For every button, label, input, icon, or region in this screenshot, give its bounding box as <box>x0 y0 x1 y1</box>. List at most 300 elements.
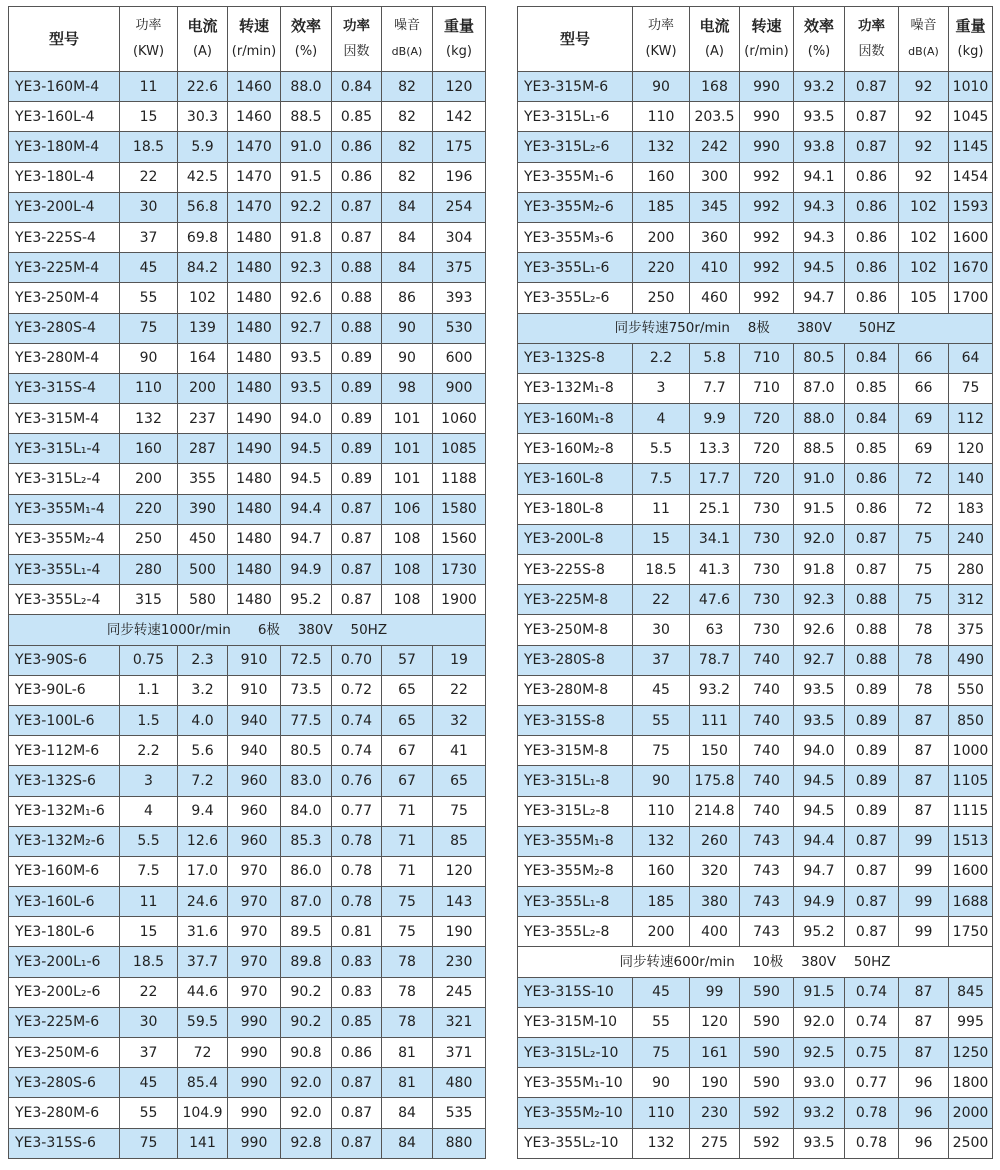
cell-efficiency: 93.2 <box>794 1098 845 1128</box>
cell-power-factor: 0.77 <box>845 1068 899 1098</box>
cell-power-factor: 0.85 <box>845 373 899 403</box>
cell-weight: 245 <box>433 977 486 1007</box>
cell-power: 110 <box>633 1098 690 1128</box>
cell-model: YE3-160M-4 <box>9 72 120 102</box>
cell-efficiency: 93.5 <box>794 705 845 735</box>
cell-speed: 992 <box>740 283 794 313</box>
cell-efficiency: 84.0 <box>281 796 332 826</box>
cell-current: 9.4 <box>178 796 228 826</box>
cell-noise: 108 <box>382 555 433 585</box>
cell-efficiency: 92.6 <box>794 615 845 645</box>
cell-power-factor: 0.84 <box>332 72 382 102</box>
cell-model: YE3-280S-6 <box>9 1068 120 1098</box>
cell-efficiency: 94.7 <box>794 283 845 313</box>
table-row <box>518 464 993 494</box>
cell-efficiency: 89.8 <box>281 947 332 977</box>
cell-current: 214.8 <box>690 796 740 826</box>
table-row <box>518 132 993 162</box>
cell-efficiency: 94.9 <box>281 555 332 585</box>
cell-noise: 86 <box>382 283 433 313</box>
cell-noise: 106 <box>382 494 433 524</box>
table-row <box>518 192 993 222</box>
table-row <box>9 313 486 343</box>
cell-noise: 99 <box>899 887 949 917</box>
cell-weight: 240 <box>949 524 993 554</box>
cell-noise: 75 <box>899 524 949 554</box>
cell-noise: 92 <box>899 162 949 192</box>
cell-power-factor: 0.89 <box>332 464 382 494</box>
cell-speed: 743 <box>740 887 794 917</box>
cell-weight: 375 <box>949 615 993 645</box>
cell-power-factor: 0.78 <box>845 1098 899 1128</box>
cell-power-factor: 0.87 <box>332 585 382 615</box>
cell-weight: 880 <box>433 1128 486 1158</box>
table-row <box>518 856 993 886</box>
cell-power-factor: 0.75 <box>845 1038 899 1068</box>
cell-model: YE3-180M-4 <box>9 132 120 162</box>
cell-speed: 970 <box>228 887 281 917</box>
cell-weight: 120 <box>949 434 993 464</box>
right-spec-table-panel <box>517 6 993 1159</box>
cell-power: 45 <box>120 253 178 283</box>
cell-weight: 535 <box>433 1098 486 1128</box>
cell-power-factor: 0.87 <box>332 222 382 252</box>
cell-speed: 743 <box>740 826 794 856</box>
cell-current: 56.8 <box>178 192 228 222</box>
table-row <box>9 887 486 917</box>
cell-efficiency: 94.0 <box>794 736 845 766</box>
cell-speed: 720 <box>740 404 794 434</box>
cell-current: 320 <box>690 856 740 886</box>
cell-power-factor: 0.89 <box>845 675 899 705</box>
cell-power: 90 <box>120 343 178 373</box>
cell-current: 355 <box>178 464 228 494</box>
cell-power: 185 <box>633 887 690 917</box>
cell-efficiency: 94.5 <box>794 796 845 826</box>
cell-speed: 970 <box>228 856 281 886</box>
cell-efficiency: 94.3 <box>794 222 845 252</box>
cell-speed: 740 <box>740 766 794 796</box>
cell-weight: 112 <box>949 404 993 434</box>
header-power-factor: 功率 因数 <box>332 7 382 72</box>
table-row <box>518 434 993 464</box>
cell-current: 190 <box>690 1068 740 1098</box>
cell-weight: 2500 <box>949 1128 993 1158</box>
cell-efficiency: 94.3 <box>794 192 845 222</box>
cell-current: 7.7 <box>690 373 740 403</box>
cell-power: 18.5 <box>633 555 690 585</box>
table-row <box>518 705 993 735</box>
table-row <box>9 1007 486 1037</box>
cell-noise: 84 <box>382 192 433 222</box>
cell-power: 30 <box>633 615 690 645</box>
table-row <box>9 585 486 615</box>
cell-power-factor: 0.87 <box>845 524 899 554</box>
cell-model: YE3-160L-8 <box>518 464 633 494</box>
cell-efficiency: 91.0 <box>794 464 845 494</box>
cell-power: 30 <box>120 192 178 222</box>
cell-current: 580 <box>178 585 228 615</box>
cell-current: 287 <box>178 434 228 464</box>
cell-power: 90 <box>633 1068 690 1098</box>
cell-power: 315 <box>120 585 178 615</box>
cell-speed: 730 <box>740 524 794 554</box>
cell-model: YE3-315S-6 <box>9 1128 120 1158</box>
cell-noise: 96 <box>899 1068 949 1098</box>
left-spec-table <box>8 6 486 1159</box>
table-row <box>9 675 486 705</box>
cell-noise: 90 <box>382 313 433 343</box>
cell-weight: 1730 <box>433 555 486 585</box>
cell-power: 22 <box>120 977 178 1007</box>
cell-efficiency: 90.8 <box>281 1038 332 1068</box>
cell-efficiency: 94.5 <box>281 434 332 464</box>
cell-current: 141 <box>178 1128 228 1158</box>
cell-model: YE3-355M₁-8 <box>518 826 633 856</box>
cell-power: 3 <box>633 373 690 403</box>
cell-power-factor: 0.81 <box>332 917 382 947</box>
header-efficiency: 效率 (%) <box>794 7 845 72</box>
cell-noise: 78 <box>382 977 433 1007</box>
cell-noise: 108 <box>382 585 433 615</box>
cell-speed: 1460 <box>228 72 281 102</box>
cell-model: YE3-200L-8 <box>518 524 633 554</box>
cell-noise: 75 <box>899 585 949 615</box>
table-row <box>518 645 993 675</box>
cell-current: 25.1 <box>690 494 740 524</box>
cell-current: 24.6 <box>178 887 228 917</box>
cell-weight: 550 <box>949 675 993 705</box>
cell-weight: 85 <box>433 826 486 856</box>
cell-weight: 1115 <box>949 796 993 826</box>
table-row <box>518 1068 993 1098</box>
cell-efficiency: 92.7 <box>794 645 845 675</box>
cell-current: 242 <box>690 132 740 162</box>
cell-model: YE3-280S-4 <box>9 313 120 343</box>
cell-power-factor: 0.74 <box>332 705 382 735</box>
cell-efficiency: 95.2 <box>794 917 845 947</box>
cell-power: 1.5 <box>120 705 178 735</box>
cell-power: 55 <box>633 705 690 735</box>
table-row <box>518 524 993 554</box>
cell-efficiency: 94.5 <box>794 253 845 283</box>
cell-efficiency: 93.5 <box>281 373 332 403</box>
table-row <box>9 1098 486 1128</box>
table-row <box>9 736 486 766</box>
cell-power-factor: 0.88 <box>845 615 899 645</box>
cell-power-factor: 0.86 <box>845 494 899 524</box>
table-row <box>9 404 486 434</box>
cell-power-factor: 0.84 <box>845 343 899 373</box>
cell-weight: 75 <box>433 796 486 826</box>
cell-power: 220 <box>120 494 178 524</box>
cell-speed: 1480 <box>228 585 281 615</box>
cell-model: YE3-355M₁-6 <box>518 162 633 192</box>
cell-weight: 32 <box>433 705 486 735</box>
cell-weight: 1105 <box>949 766 993 796</box>
cell-power: 22 <box>633 585 690 615</box>
cell-efficiency: 88.0 <box>794 404 845 434</box>
cell-noise: 87 <box>899 1038 949 1068</box>
cell-power: 2.2 <box>120 736 178 766</box>
cell-model: YE3-355M₂-8 <box>518 856 633 886</box>
cell-current: 400 <box>690 917 740 947</box>
cell-power: 250 <box>120 524 178 554</box>
cell-power-factor: 0.89 <box>332 404 382 434</box>
cell-current: 12.6 <box>178 826 228 856</box>
cell-current: 450 <box>178 524 228 554</box>
cell-speed: 1470 <box>228 132 281 162</box>
cell-noise: 87 <box>899 766 949 796</box>
header-noise: 噪音 dB(A) <box>899 7 949 72</box>
cell-model: YE3-315L₁-8 <box>518 766 633 796</box>
cell-weight: 375 <box>433 253 486 283</box>
cell-model: YE3-315M-8 <box>518 736 633 766</box>
cell-efficiency: 92.7 <box>281 313 332 343</box>
cell-model: YE3-355M₂-6 <box>518 192 633 222</box>
cell-speed: 590 <box>740 977 794 1007</box>
table-row <box>9 283 486 313</box>
cell-power: 160 <box>120 434 178 464</box>
table-row <box>9 162 486 192</box>
cell-power-factor: 0.76 <box>332 766 382 796</box>
cell-efficiency: 94.9 <box>794 887 845 917</box>
cell-current: 5.8 <box>690 343 740 373</box>
cell-model: YE3-315L₁-4 <box>9 434 120 464</box>
cell-model: YE3-225M-4 <box>9 253 120 283</box>
cell-weight: 850 <box>949 705 993 735</box>
cell-weight: 143 <box>433 887 486 917</box>
cell-efficiency: 93.5 <box>794 1128 845 1158</box>
cell-speed: 1480 <box>228 555 281 585</box>
table-row <box>9 253 486 283</box>
cell-power: 75 <box>120 1128 178 1158</box>
table-row <box>518 615 993 645</box>
cell-weight: 280 <box>949 555 993 585</box>
cell-current: 139 <box>178 313 228 343</box>
cell-power: 18.5 <box>120 947 178 977</box>
cell-power: 250 <box>633 283 690 313</box>
cell-speed: 970 <box>228 947 281 977</box>
cell-weight: 19 <box>433 645 486 675</box>
cell-model: YE3-355M₂-4 <box>9 524 120 554</box>
cell-power: 3 <box>120 766 178 796</box>
cell-efficiency: 93.0 <box>794 1068 845 1098</box>
cell-noise: 98 <box>382 373 433 403</box>
header-weight: 重量 (kg) <box>949 7 993 72</box>
cell-weight: 1670 <box>949 253 993 283</box>
cell-speed: 592 <box>740 1098 794 1128</box>
cell-efficiency: 80.5 <box>794 343 845 373</box>
cell-current: 17.0 <box>178 856 228 886</box>
cell-speed: 992 <box>740 162 794 192</box>
cell-weight: 600 <box>433 343 486 373</box>
cell-efficiency: 77.5 <box>281 705 332 735</box>
cell-power-factor: 0.83 <box>332 977 382 1007</box>
cell-noise: 102 <box>899 192 949 222</box>
cell-power-factor: 0.78 <box>845 1128 899 1158</box>
cell-speed: 960 <box>228 796 281 826</box>
cell-power-factor: 0.74 <box>845 977 899 1007</box>
cell-model: YE3-180L-8 <box>518 494 633 524</box>
cell-weight: 1600 <box>949 222 993 252</box>
cell-speed: 740 <box>740 796 794 826</box>
cell-power: 90 <box>633 72 690 102</box>
cell-power-factor: 0.87 <box>332 494 382 524</box>
cell-speed: 590 <box>740 1007 794 1037</box>
cell-model: YE3-280M-6 <box>9 1098 120 1128</box>
cell-current: 69.8 <box>178 222 228 252</box>
cell-current: 380 <box>690 887 740 917</box>
cell-power-factor: 0.86 <box>332 162 382 192</box>
cell-weight: 312 <box>949 585 993 615</box>
cell-weight: 1900 <box>433 585 486 615</box>
cell-noise: 84 <box>382 1128 433 1158</box>
table-row <box>9 917 486 947</box>
cell-weight: 1250 <box>949 1038 993 1068</box>
cell-speed: 1490 <box>228 404 281 434</box>
cell-model: YE3-90S-6 <box>9 645 120 675</box>
right-spec-table <box>517 6 993 1159</box>
cell-efficiency: 92.3 <box>794 585 845 615</box>
cell-power-factor: 0.87 <box>332 192 382 222</box>
cell-power: 2.2 <box>633 343 690 373</box>
cell-current: 260 <box>690 826 740 856</box>
cell-efficiency: 90.2 <box>281 977 332 1007</box>
cell-speed: 590 <box>740 1038 794 1068</box>
cell-current: 93.2 <box>690 675 740 705</box>
cell-efficiency: 92.2 <box>281 192 332 222</box>
cell-speed: 910 <box>228 645 281 675</box>
cell-model: YE3-112M-6 <box>9 736 120 766</box>
table-row <box>518 373 993 403</box>
cell-speed: 590 <box>740 1068 794 1098</box>
cell-power-factor: 0.87 <box>332 524 382 554</box>
cell-power: 11 <box>633 494 690 524</box>
cell-model: YE3-250M-6 <box>9 1038 120 1068</box>
cell-efficiency: 91.5 <box>794 977 845 1007</box>
cell-speed: 730 <box>740 585 794 615</box>
cell-power-factor: 0.87 <box>845 917 899 947</box>
table-row <box>518 796 993 826</box>
cell-weight: 1688 <box>949 887 993 917</box>
cell-power: 110 <box>633 102 690 132</box>
header-model: 型号 <box>518 7 633 72</box>
cell-weight: 371 <box>433 1038 486 1068</box>
table-row <box>9 947 486 977</box>
table-row <box>9 705 486 735</box>
cell-model: YE3-355L₁-4 <box>9 555 120 585</box>
table-row <box>9 434 486 464</box>
cell-noise: 102 <box>899 222 949 252</box>
cell-speed: 1480 <box>228 524 281 554</box>
cell-weight: 393 <box>433 283 486 313</box>
cell-noise: 69 <box>899 434 949 464</box>
cell-current: 78.7 <box>690 645 740 675</box>
cell-current: 85.4 <box>178 1068 228 1098</box>
cell-power: 45 <box>120 1068 178 1098</box>
cell-current: 275 <box>690 1128 740 1158</box>
cell-speed: 1480 <box>228 313 281 343</box>
cell-power: 55 <box>120 1098 178 1128</box>
cell-power: 4 <box>120 796 178 826</box>
cell-power-factor: 0.85 <box>332 1007 382 1037</box>
cell-current: 17.7 <box>690 464 740 494</box>
cell-noise: 99 <box>899 826 949 856</box>
cell-noise: 69 <box>899 404 949 434</box>
cell-speed: 1480 <box>228 373 281 403</box>
table-row <box>9 192 486 222</box>
cell-model: YE3-315L₁-6 <box>518 102 633 132</box>
cell-power-factor: 0.88 <box>332 253 382 283</box>
cell-noise: 81 <box>382 1038 433 1068</box>
cell-noise: 82 <box>382 102 433 132</box>
cell-speed: 710 <box>740 373 794 403</box>
cell-model: YE3-132M₂-6 <box>9 826 120 856</box>
table-row <box>9 464 486 494</box>
cell-efficiency: 95.2 <box>281 585 332 615</box>
cell-noise: 101 <box>382 464 433 494</box>
cell-speed: 990 <box>228 1038 281 1068</box>
cell-weight: 1750 <box>949 917 993 947</box>
cell-weight: 2000 <box>949 1098 993 1128</box>
cell-speed: 730 <box>740 494 794 524</box>
cell-efficiency: 94.7 <box>794 856 845 886</box>
cell-model: YE3-355L₂-6 <box>518 283 633 313</box>
cell-model: YE3-355L₁-6 <box>518 253 633 283</box>
table-row <box>518 102 993 132</box>
cell-efficiency: 88.5 <box>794 434 845 464</box>
cell-power-factor: 0.87 <box>845 72 899 102</box>
cell-current: 175.8 <box>690 766 740 796</box>
cell-efficiency: 91.8 <box>794 555 845 585</box>
cell-speed: 1470 <box>228 162 281 192</box>
cell-speed: 743 <box>740 917 794 947</box>
table-row <box>518 736 993 766</box>
cell-model: YE3-160M-6 <box>9 856 120 886</box>
cell-power: 160 <box>633 856 690 886</box>
cell-power-factor: 0.87 <box>845 132 899 162</box>
cell-current: 9.9 <box>690 404 740 434</box>
cell-current: 111 <box>690 705 740 735</box>
table-row <box>518 585 993 615</box>
cell-speed: 1480 <box>228 494 281 524</box>
cell-power-factor: 0.88 <box>332 283 382 313</box>
cell-efficiency: 92.0 <box>281 1068 332 1098</box>
cell-efficiency: 90.2 <box>281 1007 332 1037</box>
section-header-row <box>9 615 486 645</box>
cell-power: 110 <box>633 796 690 826</box>
cell-weight: 530 <box>433 313 486 343</box>
cell-weight: 321 <box>433 1007 486 1037</box>
cell-power: 132 <box>633 1128 690 1158</box>
cell-power-factor: 0.86 <box>845 253 899 283</box>
cell-power: 15 <box>120 102 178 132</box>
table-row <box>518 826 993 856</box>
cell-current: 460 <box>690 283 740 313</box>
cell-weight: 230 <box>433 947 486 977</box>
cell-current: 410 <box>690 253 740 283</box>
cell-model: YE3-225S-8 <box>518 555 633 585</box>
cell-power-factor: 0.86 <box>845 162 899 192</box>
cell-power-factor: 0.88 <box>845 585 899 615</box>
table-row <box>9 222 486 252</box>
header-row <box>518 7 993 72</box>
cell-power: 15 <box>633 524 690 554</box>
section-header-row <box>518 313 993 343</box>
cell-power-factor: 0.89 <box>845 736 899 766</box>
cell-noise: 72 <box>899 464 949 494</box>
